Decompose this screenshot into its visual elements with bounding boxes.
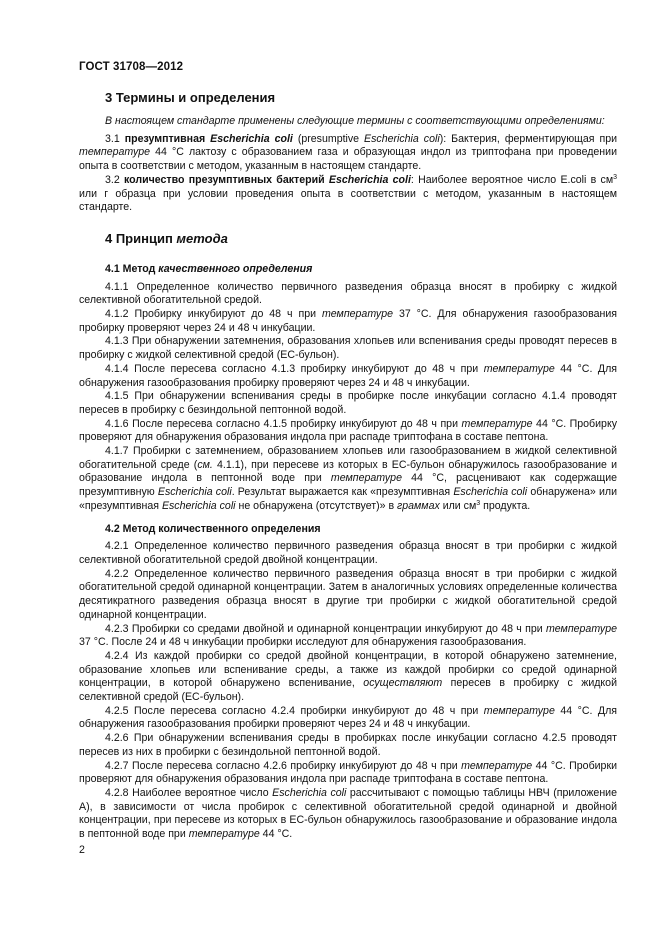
clause-4-2-2: 4.2.2 Определенное количество первичного разведения образца вносят в три пробирки с жидкой обогатительной средой одинарной концентрации. Затем в аналогичных условиях определенные количества десятикратного разведения образца вносят в другие три пробирки с жидкой обогатительной средой одинарной концентрации.: [79, 567, 617, 621]
clause-4-2-3: 4.2.3 Пробирки со средами двойной и одинарной концентрации инкубируют до 48 ч при температуре 37 °С. После 24 и 48 ч инкубации пробирки исследуют для обнаружения газообразования.: [79, 622, 617, 649]
term-3-1: 3.1 презумптивная Escherichia coli (presumptive Escherichia coli): Бактерия, ферментирующая при температуре 44 °С лактозу с образованием газа и образующая индол из триптофана при проведении опыта в соответствии с методом, указанным в настоящем стандарте.: [79, 132, 618, 173]
clause-4-2-8: 4.2.8 Наиболее вероятное число Escherichia coli рассчитывают с помощью таблицы НВЧ (приложение А), в зависимости от числа пробирок с селективной обогатительной средой одинарной и двойной концентрации, при пересеве из которых в ЕС-бульон обнаружилось газообразование и образование индола в пептонной воде при температуре 44 °С.: [79, 786, 617, 841]
subsection-4-1-heading: 4.1 Метод качественного определения: [105, 262, 313, 275]
document-code: ГОСТ 31708—2012: [79, 61, 184, 73]
subsection-4-2-heading: 4.2 Метод количественного определения: [105, 522, 321, 535]
clause-4-1-6: 4.1.6 После пересева согласно 4.1.5 пробирку инкубируют до 48 ч при температуре 44 °С. Пробирку проверяют для обнаружения образования индола при распаде триптофана в составе пептона.: [79, 417, 617, 444]
clause-4-1-7: 4.1.7 Пробирки с затемнением, образованием хлопьев или газообразованием в жидкой селективной обогатительной среде (см. 4.1.1), при пересеве из которых в ЕС-бульон обнаружилось газообразование и образование индола в пептонной воде при температуре 44 °С, расценивают как содержащие презумптивную Escherichia coli. Результат выражается как «презумптивная Escherichia coli обнаружена» или «презумптивная Escherichia coli не обнаружена (отсутствует)» в граммах или $см^3$ продукта.: [79, 445, 618, 512]
term-3-2: 3.2 количество презумптивных бактерий Escherichia coli: Наиболее вероятное число E.coli в $см^3$ или г образца при условии проведения опыта в соответствии с методом, указанным в настоящем стандарте.: [79, 173, 618, 214]
clause-4-2-1: 4.2.1 Определенное количество первичного разведения образца вносят в три пробирки с жидкой селективной обогатительной средой двойной концентрации.: [79, 540, 617, 566]
page-number: 2: [79, 844, 85, 856]
page-content: [79, 90, 617, 842]
clause-4-1-2: 4.1.2 Пробирку инкубируют до 48 ч при температуре 37 °С. Для обнаружения газообразования пробирку проверяют через 24 и 48 ч инкубации.: [79, 308, 617, 334]
clause-4-1-1: 4.1.1 Определенное количество первичного разведения образца вносят в пробирку с жидкой селективной обогатительной средой.: [79, 280, 617, 307]
section-3-heading: 3 Термины и определения: [105, 90, 276, 105]
clause-4-2-6: 4.2.6 При обнаружении вспенивания среды в пробирках после инкубации согласно 4.2.5 проводят пересев из них в пробирки с безиндольной пептонной водой.: [79, 732, 617, 758]
section-3-intro: В настоящем стандарте применены следующие термины с соответствующими определениями:: [105, 115, 605, 127]
clause-4-1-3: 4.1.3 При обнаружении затемнения, образования хлопьев или вспенивания среды проводят пересев в пробирку с жидкой селективной средой (ЕС-бульон).: [79, 335, 617, 362]
clause-4-1-4: 4.1.4 После пересева согласно 4.1.3 пробирку инкубируют до 48 ч при температуре 44 °С. Для обнаружения газообразования пробирку проверяют через 24 и 48 ч инкубации.: [79, 362, 617, 389]
clause-4-2-5: 4.2.5 После пересева согласно 4.2.4 пробирки инкубируют до 48 ч при температуре 44 °С. Для обнаружения газообразования пробирки проверяют через 24 и 48 ч инкубации.: [79, 704, 617, 731]
clause-4-1-5: 4.1.5 При обнаружении вспенивания среды в пробирке после инкубации согласно 4.1.4 проводят пересев в пробирку с безиндольной пептонной водой.: [79, 390, 617, 416]
clause-4-2-4: 4.2.4 Из каждой пробирки со средой двойной концентрации, в которой обнаружено затемнение, образование хлопьев или вспенивание среды, а также из каждой пробирки со средой одинарной концентрации, в которой обнаружено вспенивание, осуществляют пересев в пробирку с жидкой селективной средой (ЕС-бульон).: [79, 649, 617, 704]
section-4-heading: 4 Принцип метода: [105, 230, 228, 246]
clause-4-2-7: 4.2.7 После пересева согласно 4.2.6 пробирку инкубируют до 48 ч при температуре 44 °С. Пробирки проверяют для обнаружения образования индола при распаде триптофана в составе пептона.: [79, 759, 617, 786]
